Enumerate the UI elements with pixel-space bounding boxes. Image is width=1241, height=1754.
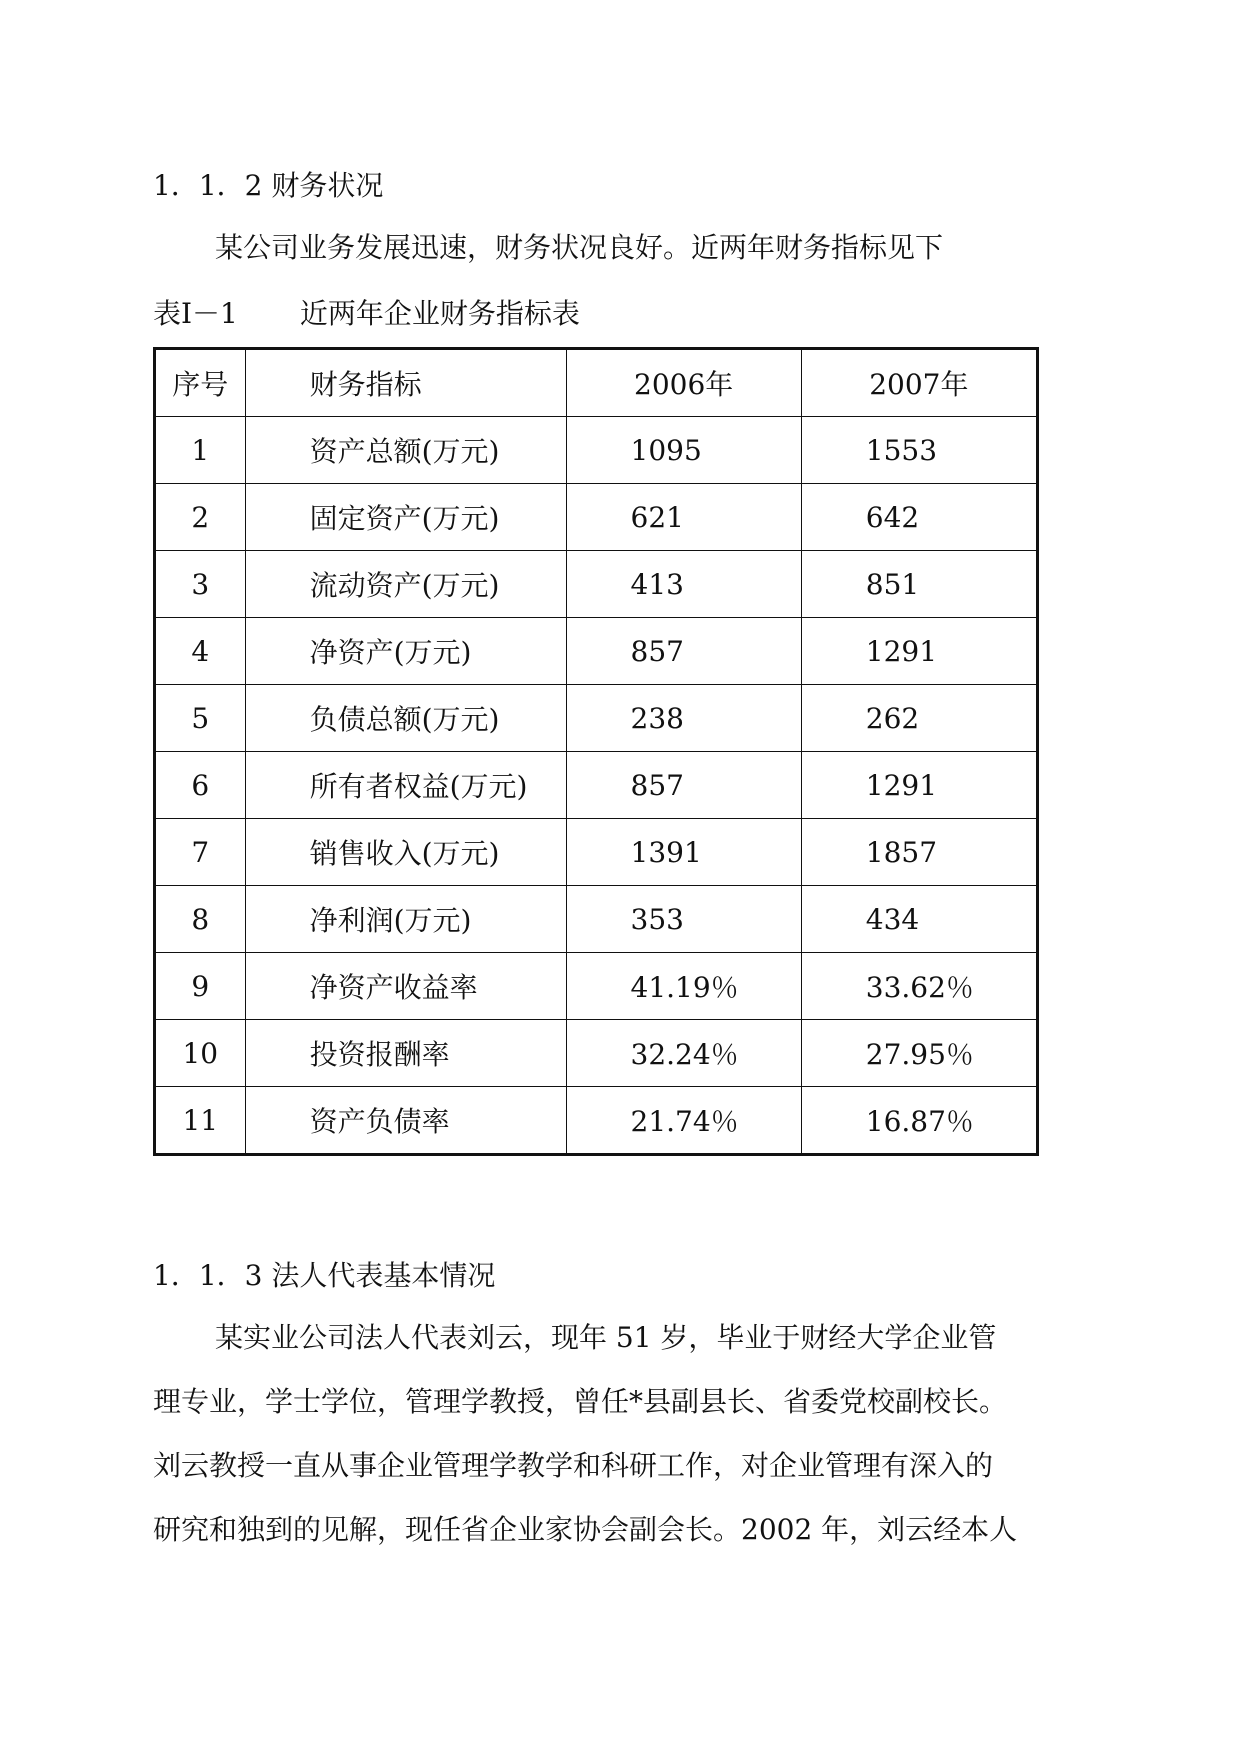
row-index: 8 — [155, 886, 246, 953]
row-value-2006: 857 — [566, 752, 801, 819]
row-index: 7 — [155, 819, 246, 886]
row-value-2007: 262 — [801, 685, 1037, 752]
row-indicator: 净资产收益率 — [245, 953, 566, 1020]
table-row — [155, 551, 1038, 618]
row-index: 1 — [155, 417, 246, 484]
row-value-2007: 1553 — [801, 417, 1037, 484]
legal-rep-paragraph — [153, 1306, 1093, 1562]
row-indicator: 销售收入(万元) — [245, 819, 566, 886]
row-indicator: 负债总额(万元) — [245, 685, 566, 752]
table-row — [155, 1087, 1038, 1155]
row-index: 2 — [155, 484, 246, 551]
row-index: 4 — [155, 618, 246, 685]
row-value-2006: 621 — [566, 484, 801, 551]
legal-rep-line: 研究和独到的见解，现任省企业家协会副会长。2002 年，刘云经本人 — [153, 1513, 1018, 1546]
table-row — [155, 819, 1038, 886]
header-cell-2006: 2006年 — [566, 349, 801, 417]
financial-intro-line: 某公司业务发展迅速，财务状况良好。近两年财务指标见下 — [215, 231, 944, 264]
row-indicator: 资产负债率 — [245, 1087, 566, 1155]
legal-rep-line: 刘云教授一直从事企业管理学教学和科研工作，对企业管理有深入的 — [153, 1449, 994, 1482]
row-indicator: 净资产(万元) — [245, 618, 566, 685]
row-value-2006: 1095 — [566, 417, 801, 484]
table-row — [155, 953, 1038, 1020]
row-value-2007: 1291 — [801, 618, 1037, 685]
row-indicator: 资产总额(万元) — [245, 417, 566, 484]
table-caption-title: 近两年企业财务指标表 — [299, 297, 580, 330]
row-value-2007: 851 — [801, 551, 1037, 618]
row-value-2006: 1391 — [566, 819, 801, 886]
table-row — [155, 1020, 1038, 1087]
row-value-2006: 32.24％ — [566, 1020, 801, 1087]
row-value-2007: 642 — [801, 484, 1037, 551]
row-index: 3 — [155, 551, 246, 618]
financial-intro-paragraph — [153, 216, 1093, 280]
legal-rep-line: 某实业公司法人代表刘云，现年 51 岁，毕业于财经大学企业管 — [215, 1321, 997, 1354]
row-value-2006: 857 — [566, 618, 801, 685]
table-row — [155, 484, 1038, 551]
row-value-2007: 1857 — [801, 819, 1037, 886]
header-cell-index: 序号 — [155, 349, 246, 417]
row-indicator: 净利润(万元) — [245, 886, 566, 953]
row-index: 10 — [155, 1020, 246, 1087]
table-caption — [153, 294, 580, 334]
table-row — [155, 886, 1038, 953]
row-indicator: 投资报酬率 — [245, 1020, 566, 1087]
row-indicator: 所有者权益(万元) — [245, 752, 566, 819]
row-value-2006: 413 — [566, 551, 801, 618]
table-caption-number: 表Ⅰ－1 — [153, 297, 238, 330]
row-value-2006: 238 — [566, 685, 801, 752]
header-cell-indicator: 财务指标 — [245, 349, 566, 417]
table-header-row — [155, 349, 1038, 417]
row-index: 5 — [155, 685, 246, 752]
table-row — [155, 618, 1038, 685]
financial-indicators-table — [153, 347, 1039, 1156]
row-index: 6 — [155, 752, 246, 819]
section-heading-legal-rep: 1．1．3 法人代表基本情况 — [153, 1259, 496, 1292]
row-value-2006: 41.19％ — [566, 953, 801, 1020]
row-value-2007: 33.62％ — [801, 953, 1037, 1020]
row-value-2007: 16.87％ — [801, 1087, 1037, 1155]
row-value-2007: 27.95％ — [801, 1020, 1037, 1087]
header-cell-2007: 2007年 — [801, 349, 1037, 417]
row-value-2007: 434 — [801, 886, 1037, 953]
row-index: 11 — [155, 1087, 246, 1155]
table-row — [155, 417, 1038, 484]
legal-rep-line: 理专业，学士学位，管理学教授，曾任*县副县长、省委党校副校长。 — [153, 1385, 1008, 1418]
row-indicator: 流动资产(万元) — [245, 551, 566, 618]
row-value-2006: 353 — [566, 886, 801, 953]
row-value-2007: 1291 — [801, 752, 1037, 819]
row-value-2006: 21.74％ — [566, 1087, 801, 1155]
section-heading-financial: 1．1．2 财务状况 — [153, 169, 384, 202]
table-row — [155, 752, 1038, 819]
row-index: 9 — [155, 953, 246, 1020]
table-row — [155, 685, 1038, 752]
row-indicator: 固定资产(万元) — [245, 484, 566, 551]
